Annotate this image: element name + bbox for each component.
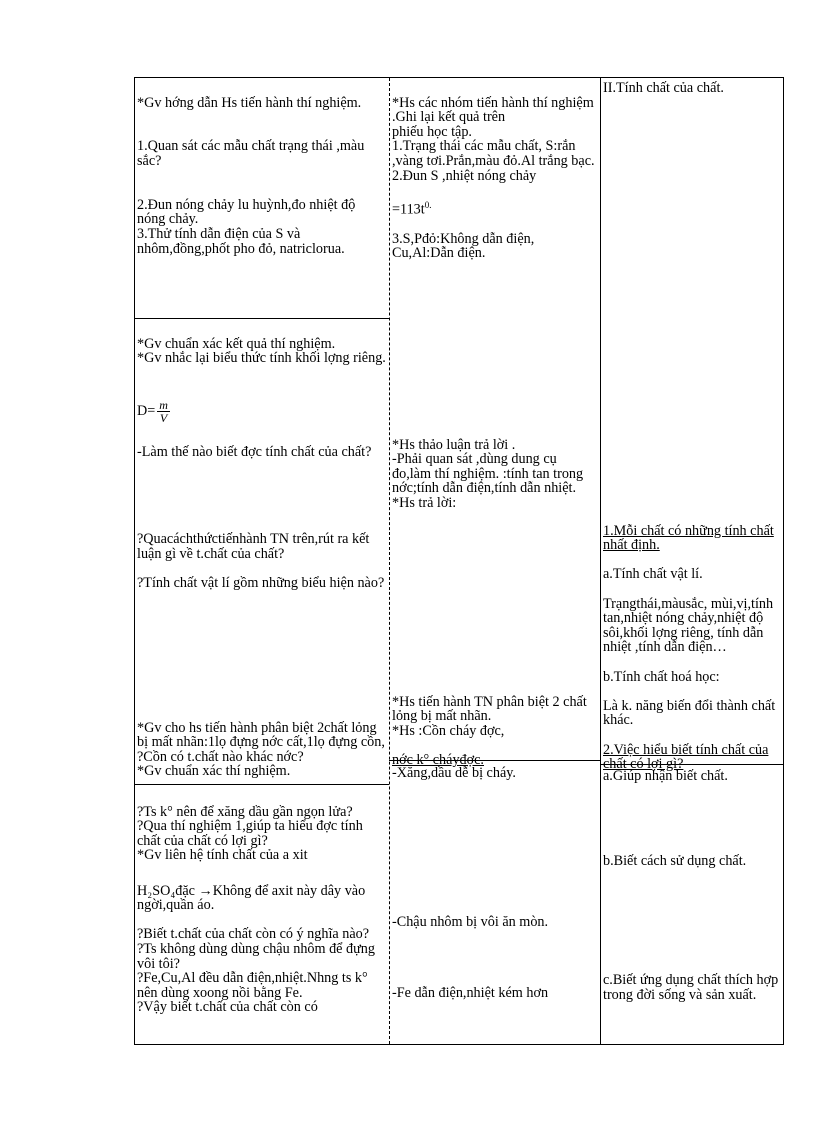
student-activity-3: *Hs tiến hành TN phân biệt 2 chất lỏng bị mất nhãn. *Hs :Cồn cháy đợc, nớc k° cháyđợc.: [392, 693, 587, 768]
column-divider-2: [600, 78, 601, 1044]
melting-point: $=113t^{0.}$: [392, 199, 432, 218]
teacher-activity-2: *Gv chuẩn xác kết quả thí nghiệm. *Gv nhắc lại biểu thức tính khối lợng riêng. D= $\frac{m}{V}$ -Làm thế nào biết đợc tính chất của chất? ?Quacáchthứctiếnhành TN trên,rút ra kết luận gì về t.chất của chất? ?Tính chất vật lí gồm những biểu hiện nào?: [137, 335, 386, 591]
column-divider-1: [389, 78, 390, 1044]
benefit-3: c.Biết ứng dụng chất thích hợp trong đời sống và sản xuất.: [603, 972, 779, 1003]
student-activity-5: -Chậu nhôm bị vôi ăn mòn.: [392, 914, 549, 930]
student-activity-2: *Hs thảo luận trả lời . -Phải quan sát ,dùng dung cụ đo,làm thí nghiệm. :tính tan trong nớc;tính dẫn điện,tính dẫn nhiệt. *Hs trả lời:: [392, 436, 584, 511]
acid-warning: H₂SO₄đặc →Không để axit này dây vào ngời,quần áo.: [137, 882, 366, 914]
benefit-1: a.Giúp nhận biết chất.: [603, 768, 728, 784]
student-activity-6: -Fe dẫn điện,nhiệt kém hơn: [392, 985, 549, 1001]
student-activity-1: *Hs các nhóm tiến hành thí nghiệm .Ghi lại kết quả trên phiếu học tập. 1.Trạng thái các mẫu chất, S:rắn ,vàng tơi.Prắn,màu đỏ.Al trắng bạc. 2.Đun S ,nhiệt nóng chảy $=113t^{0.}$ 3.S,Pđỏ:Không dẫn điện, Cu,Al:Dẫn điện.: [392, 81, 599, 275]
teacher-activity-3: *Gv cho hs tiến hành phân biệt 2chất lỏng bị mất nhãn:1lọ đựng nớc cất,1lọ đựng cồn, ?Cồn có t.chất nào khác nớc? *Gv chuẩn xác thí nghiệm.: [137, 719, 385, 780]
lesson-table: [134, 77, 784, 1045]
row-divider-col1-a: [135, 318, 389, 319]
student-activity-4: -Xăng,dầu dễ bị cháy.: [392, 765, 516, 781]
density-formula: D= $\frac{m}{V}$: [137, 397, 168, 425]
content-section-1: 1.Mỗi chất có những tính chất nhất định. a.Tính chất vật lí. Trạngthái,màusắc, mùi,vị,tính tan,nhiệt nóng chảy,nhiệt độ sôi,khối lợng riêng, tính dẫn nhiệt ,tính dẫn điện… b.Tính chất hoá học: Là k. năng biến đổi thành chất khác. 2.Việc hiểu biết tính chất của chất có lợi gì?: [603, 522, 776, 773]
benefit-2: b.Biết cách sử dụng chất.: [603, 853, 747, 869]
teacher-activity-4: ?Ts k° nên để xăng dầu gần ngọn lửa? ?Qua thí nghiệm 1,giúp ta hiểu đợc tính chất của chất có lợi gì? *Gv liên hệ tính chất của a xit H₂SO₄đặc →Không để axit này dây vào ngời,quần áo. ?Biết t.chất của chất còn có ý nghĩa nào? ?Ts không dùng dùng chậu nhôm để đựng vôi tôi? ?Fe,Cu,Al đều dẫn điện,nhiệt.Nhng ts k° nên dùng xoong nồi bằng Fe. ?Vậy biết t.chất của chất còn có: [137, 790, 387, 1030]
teacher-activity-1: *Gv hớng dẫn Hs tiến hành thí nghiệm. 1.Quan sát các mẫu chất trạng thái ,màu sắc? 2.Đun nóng chảy lu huỳnh,đo nhiệt độ nóng chảy. 3.Thử tính dẫn điện của S và nhôm,đồng,phốt pho đỏ, natriclorua.: [137, 94, 365, 257]
section-title: II.Tính chất của chất.: [603, 80, 724, 96]
